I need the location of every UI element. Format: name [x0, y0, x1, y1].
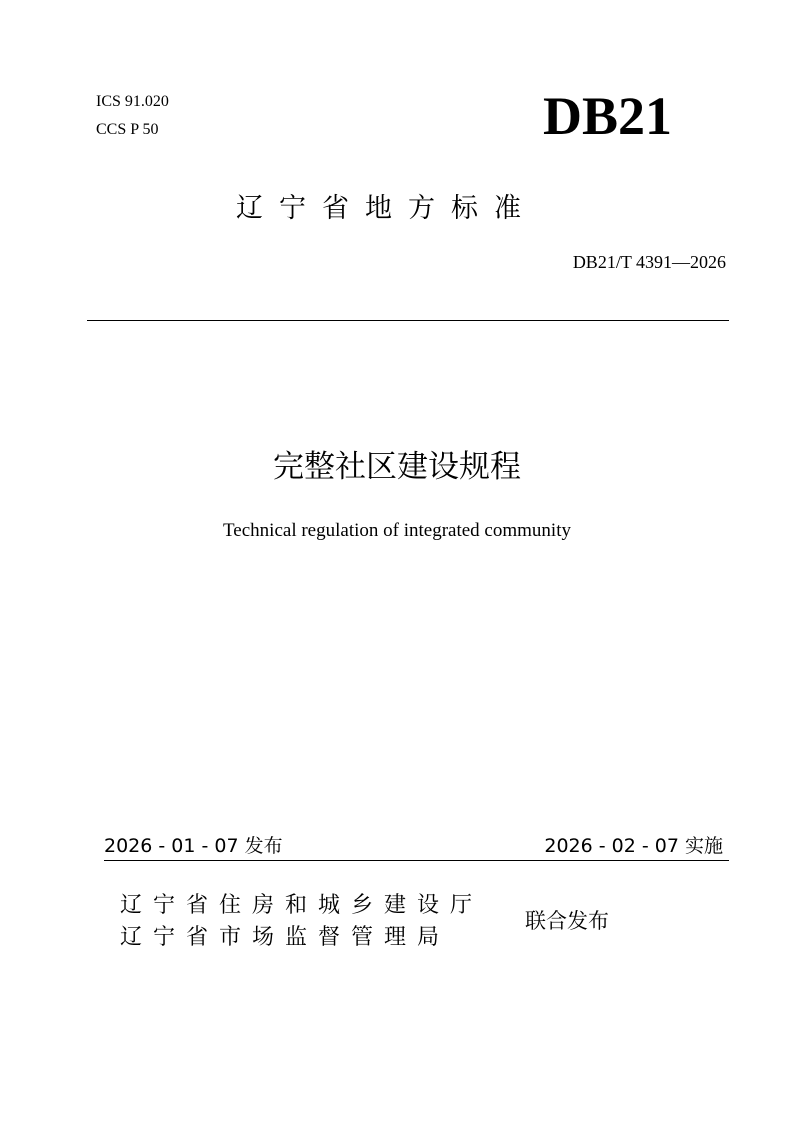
- joint-release-label: 联合发布: [525, 909, 609, 933]
- top-divider: [87, 320, 729, 321]
- standard-type: 辽宁省地方标准: [236, 193, 537, 224]
- issue-date: 2026 - 01 - 07 发布: [104, 835, 283, 857]
- standard-number: DB21/T 4391—2026: [572, 252, 726, 272]
- bottom-divider: [104, 860, 729, 861]
- document-title-cn: 完整社区建设规程: [273, 449, 521, 485]
- ccs-code: CCS P 50: [96, 121, 159, 138]
- implementation-date: 2026 - 02 - 07 实施: [544, 835, 723, 857]
- standard-code-logo: DB21: [543, 86, 673, 146]
- issuer-market-regulation: 辽宁省市场监督管理局: [120, 925, 451, 950]
- document-title-en: Technical regulation of integrated community: [223, 520, 571, 541]
- issuer-housing-department: 辽宁省住房和城乡建设厅: [120, 893, 484, 918]
- ics-code: ICS 91.020: [96, 93, 169, 110]
